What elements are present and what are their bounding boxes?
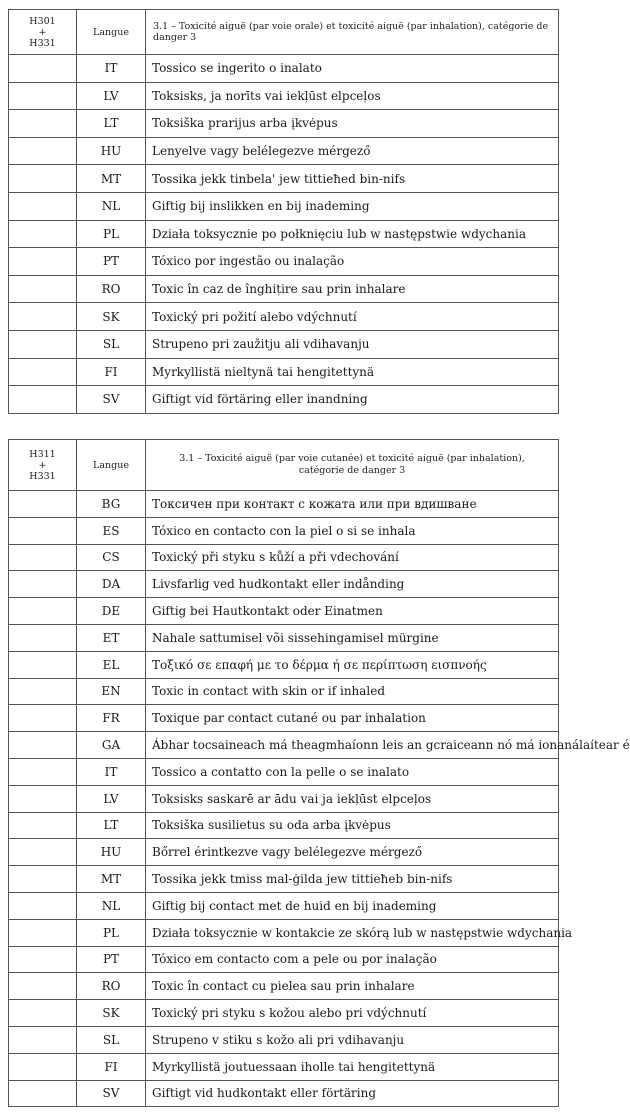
- language-code-cell: MT: [77, 866, 146, 893]
- table-row: [9, 1080, 559, 1107]
- hazard-code-line: H311: [29, 448, 56, 460]
- hazard-code-line: H331: [29, 470, 56, 482]
- table-row: [9, 866, 559, 893]
- hazard-title-line: catégorie de danger 3: [298, 465, 406, 476]
- language-code-cell: PT: [77, 248, 146, 276]
- language-code-cell: SL: [77, 330, 146, 358]
- table-row: [9, 220, 559, 248]
- language-code-cell: BG: [77, 491, 146, 518]
- empty-code-cell: [9, 544, 77, 571]
- table-header-row: [9, 10, 559, 55]
- hazard-statement-cell: Myrkyllistä joutuessaan iholle tai hengitettynä: [146, 1053, 559, 1080]
- hazard-statement-cell: Tóxico em contacto com a pele ou por inalação: [146, 946, 559, 973]
- hazard-statement-cell: Tossico se ingerito o inalato: [146, 55, 559, 83]
- language-code-cell: FI: [77, 358, 146, 386]
- language-code-cell: CS: [77, 544, 146, 571]
- table-header-row: [9, 440, 559, 491]
- empty-code-cell: [9, 892, 77, 919]
- empty-code-cell: [9, 82, 77, 110]
- table-row: [9, 82, 559, 110]
- language-code-cell: MT: [77, 165, 146, 193]
- hazard-statement-cell: Strupeno pri zaužitju ali vdihavanju: [146, 330, 559, 358]
- table-row: [9, 165, 559, 193]
- empty-code-cell: [9, 678, 77, 705]
- empty-code-cell: [9, 705, 77, 732]
- empty-code-cell: [9, 110, 77, 138]
- language-code-cell: SV: [77, 386, 146, 414]
- empty-code-cell: [9, 491, 77, 518]
- language-code-cell: PL: [77, 919, 146, 946]
- hazard-statement-cell: Toksisks saskarē ar ādu vai ja iekļūst elpceļos: [146, 785, 559, 812]
- empty-code-cell: [9, 839, 77, 866]
- hazard-statement-cell: Toxic in contact with skin or if inhaled: [146, 678, 559, 705]
- empty-code-cell: [9, 358, 77, 386]
- hazard-statement-cell: Giftigt vid hudkontakt eller förtäring: [146, 1080, 559, 1107]
- hazard-title-header: 3.1 – Toxicité aiguë (par voie orale) et toxicité aiguë (par inhalation), catégorie de danger 3: [146, 10, 559, 55]
- hazard-statement-cell: Giftig bei Hautkontakt oder Einatmen: [146, 598, 559, 625]
- hazard-statement-cell: Myrkyllistä nieltynä tai hengitettynä: [146, 358, 559, 386]
- hazard-code-plus: +: [38, 459, 47, 471]
- table-row: [9, 839, 559, 866]
- table-row: [9, 678, 559, 705]
- language-code-cell: FR: [77, 705, 146, 732]
- empty-code-cell: [9, 758, 77, 785]
- hazard-title-line: 3.1 – Toxicité aiguë (par voie cutanée) et toxicité aiguë (par inhalation),: [179, 453, 525, 464]
- table-row: [9, 55, 559, 83]
- language-code-cell: ET: [77, 624, 146, 651]
- table-row: [9, 386, 559, 414]
- empty-code-cell: [9, 785, 77, 812]
- table-row: [9, 544, 559, 571]
- language-code-cell: NL: [77, 192, 146, 220]
- table-row: [9, 812, 559, 839]
- table-row: [9, 192, 559, 220]
- empty-code-cell: [9, 303, 77, 331]
- hazard-code-cell: [9, 440, 77, 491]
- table-row: [9, 732, 559, 759]
- empty-code-cell: [9, 275, 77, 303]
- hazard-title-header: [146, 440, 559, 491]
- language-code-cell: NL: [77, 892, 146, 919]
- hazard-statement-cell: Toxic în caz de înghițire sau prin inhalare: [146, 275, 559, 303]
- hazard-statement-cell: Toxický při styku s kůží a při vdechování: [146, 544, 559, 571]
- empty-code-cell: [9, 248, 77, 276]
- language-code-cell: EN: [77, 678, 146, 705]
- table-row: [9, 358, 559, 386]
- hazard-statement-cell: Токсичен при контакт с кожата или при вдишване: [146, 491, 559, 518]
- table-row: [9, 275, 559, 303]
- table-row: [9, 303, 559, 331]
- hazard-code-line: H331: [29, 37, 56, 49]
- empty-code-cell: [9, 165, 77, 193]
- language-code-cell: SV: [77, 1080, 146, 1107]
- table-row: [9, 705, 559, 732]
- empty-code-cell: [9, 651, 77, 678]
- empty-code-cell: [9, 1053, 77, 1080]
- empty-code-cell: [9, 1026, 77, 1053]
- empty-code-cell: [9, 866, 77, 893]
- language-column-header: Langue: [77, 440, 146, 491]
- language-code-cell: FI: [77, 1053, 146, 1080]
- empty-code-cell: [9, 1000, 77, 1027]
- empty-code-cell: [9, 919, 77, 946]
- language-code-cell: IT: [77, 758, 146, 785]
- language-code-cell: SL: [77, 1026, 146, 1053]
- language-code-cell: IT: [77, 55, 146, 83]
- hazard-statement-cell: Toksiška prarijus arba įkvėpus: [146, 110, 559, 138]
- table-row: [9, 919, 559, 946]
- language-code-cell: HU: [77, 839, 146, 866]
- table-row: [9, 598, 559, 625]
- hazard-statement-cell: Działa toksycznie w kontakcie ze skórą lub w następstwie wdychania: [146, 919, 559, 946]
- hazard-statement-cell: Livsfarlig ved hudkontakt eller indånding: [146, 571, 559, 598]
- hazard-statement-cell: Tossika jekk tmiss mal-ġilda jew tittieħeb bin-nifs: [146, 866, 559, 893]
- empty-code-cell: [9, 386, 77, 414]
- hazard-statement-cell: Toxický pri styku s kožou alebo pri vdýchnutí: [146, 1000, 559, 1027]
- table-row: [9, 110, 559, 138]
- empty-code-cell: [9, 571, 77, 598]
- hazard-table-h301-h331: [8, 9, 559, 414]
- language-code-cell: SK: [77, 303, 146, 331]
- hazard-statement-cell: Ábhar tocsaineach má theagmhaíonn leis an gcraiceann nó má ionanálaítear é: [146, 732, 559, 759]
- empty-code-cell: [9, 973, 77, 1000]
- empty-code-cell: [9, 220, 77, 248]
- language-code-cell: LV: [77, 82, 146, 110]
- hazard-statement-cell: Τοξικό σε επαφή με το δέρμα ή σε περίπτωση εισπνοής: [146, 651, 559, 678]
- language-code-cell: PL: [77, 220, 146, 248]
- table-row: [9, 758, 559, 785]
- hazard-code-cell: [9, 10, 77, 55]
- language-column-header: Langue: [77, 10, 146, 55]
- hazard-statement-cell: Lenyelve vagy belélegezve mérgező: [146, 137, 559, 165]
- language-code-cell: LT: [77, 812, 146, 839]
- hazard-statement-cell: Toksisks, ja norīts vai iekļūst elpceļos: [146, 82, 559, 110]
- hazard-statement-cell: Toxický pri požití alebo vdýchnutí: [146, 303, 559, 331]
- table-row: [9, 571, 559, 598]
- language-code-cell: ES: [77, 517, 146, 544]
- hazard-statement-cell: Toxique par contact cutané ou par inhalation: [146, 705, 559, 732]
- table-row: [9, 651, 559, 678]
- empty-code-cell: [9, 598, 77, 625]
- table-row: [9, 517, 559, 544]
- table-row: [9, 973, 559, 1000]
- language-code-cell: LV: [77, 785, 146, 812]
- hazard-code-plus: +: [38, 26, 47, 38]
- language-code-cell: PT: [77, 946, 146, 973]
- language-code-cell: RO: [77, 275, 146, 303]
- hazard-statement-cell: Tóxico por ingestão ou inalação: [146, 248, 559, 276]
- empty-code-cell: [9, 55, 77, 83]
- hazard-statement-cell: Giftig bij inslikken en bij inademing: [146, 192, 559, 220]
- hazard-table-h311-h331: [8, 439, 630, 1107]
- empty-code-cell: [9, 624, 77, 651]
- table-row: [9, 137, 559, 165]
- hazard-statement-cell: Tóxico en contacto con la piel o si se inhala: [146, 517, 559, 544]
- hazard-statement-cell: Giftig bij contact met de huid en bij inademing: [146, 892, 559, 919]
- hazard-statement-cell: Tossika jekk tinbela' jew tittieħed bin-nifs: [146, 165, 559, 193]
- empty-code-cell: [9, 517, 77, 544]
- table-row: [9, 1053, 559, 1080]
- table-row: [9, 491, 559, 518]
- hazard-statement-cell: Toksiška susilietus su oda arba įkvėpus: [146, 812, 559, 839]
- hazard-statement-cell: Działa toksycznie po połknięciu lub w następstwie wdychania: [146, 220, 559, 248]
- empty-code-cell: [9, 732, 77, 759]
- table-row: [9, 1026, 559, 1053]
- hazard-statement-cell: Strupeno v stiku s kožo ali pri vdihavanju: [146, 1026, 559, 1053]
- table-row: [9, 624, 559, 651]
- empty-code-cell: [9, 946, 77, 973]
- table-row: [9, 1000, 559, 1027]
- empty-code-cell: [9, 330, 77, 358]
- hazard-code-line: H301: [29, 15, 56, 27]
- table-row: [9, 946, 559, 973]
- language-code-cell: EL: [77, 651, 146, 678]
- hazard-statement-cell: Bőrrel érintkezve vagy belélegezve mérgező: [146, 839, 559, 866]
- language-code-cell: HU: [77, 137, 146, 165]
- table-row: [9, 892, 559, 919]
- language-code-cell: DA: [77, 571, 146, 598]
- empty-code-cell: [9, 137, 77, 165]
- language-code-cell: RO: [77, 973, 146, 1000]
- language-code-cell: DE: [77, 598, 146, 625]
- language-code-cell: LT: [77, 110, 146, 138]
- hazard-statement-cell: Giftigt vid förtäring eller inandning: [146, 386, 559, 414]
- empty-code-cell: [9, 1080, 77, 1107]
- hazard-statement-cell: Tossico a contatto con la pelle o se inalato: [146, 758, 559, 785]
- empty-code-cell: [9, 192, 77, 220]
- language-code-cell: SK: [77, 1000, 146, 1027]
- table-row: [9, 785, 559, 812]
- language-code-cell: GA: [77, 732, 146, 759]
- empty-code-cell: [9, 812, 77, 839]
- table-row: [9, 248, 559, 276]
- hazard-statement-cell: Nahale sattumisel või sissehingamisel mürgine: [146, 624, 559, 651]
- table-row: [9, 330, 559, 358]
- hazard-statement-cell: Toxic în contact cu pielea sau prin inhalare: [146, 973, 559, 1000]
